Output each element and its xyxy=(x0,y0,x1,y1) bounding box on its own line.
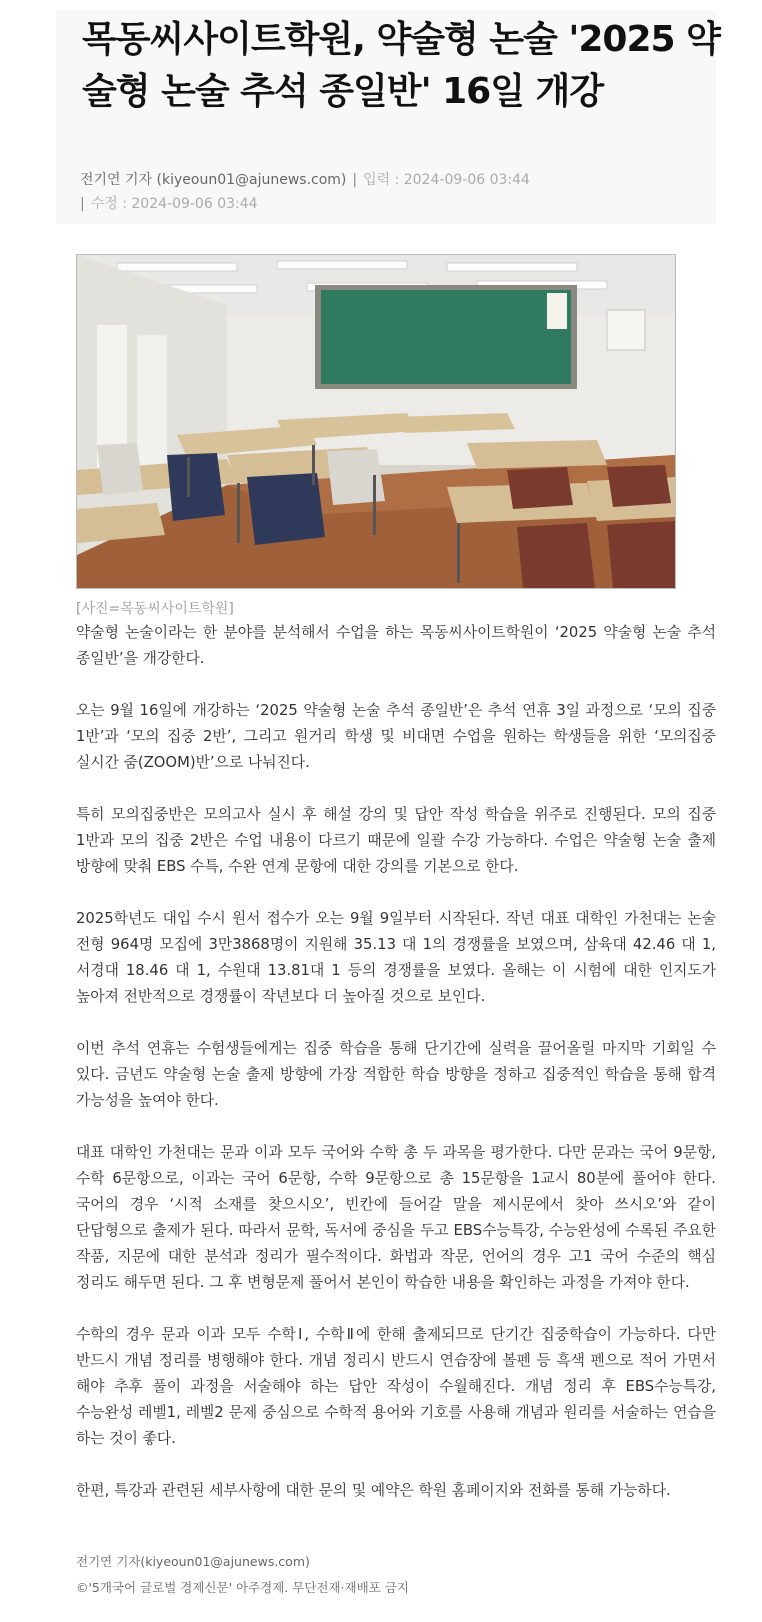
article-paragraph: 이번 추석 연휴는 수험생들에게는 집중 학습을 통해 단기간에 실력을 끌어올릴 마지막 기회일 수 있다. 금년도 약술형 논술 출제 방향에 가장 적합한 학습 방향을 정하고 집중적인 학습을 통해 합격 가능성을 높여야 한다. xyxy=(76,1040,716,1109)
modified-date: 수정 : 2024-09-06 03:44 xyxy=(90,196,258,212)
article-paragraph: 수학의 경우 문과 이과 모두 수학Ⅰ, 수학Ⅱ에 한해 출제되므로 단기간 집중학습이 가능하다. 다만 반드시 개념 정리를 병행해야 한다. 개념 정리시 반드시 연습장에 볼펜 등 흑색 펜으로 적어 가면서 해야 추후 풀이 과정을 서술해야 하는 답안 작성이 수월해진다. 개념 정리 후 EBS수능특강, 수능완성 레벨1, 레벨2 문제 중심으로 수학적 용어와 기호를 사용해 개념과 원리를 서술하는 연습을 하는 것이 좋다. xyxy=(76,1326,716,1447)
photo-caption: [사진=목동씨사이트학원] xyxy=(76,601,234,617)
article-paragraph: 오는 9월 16일에 개강하는 ‘2025 약술형 논술 추석 종일반’은 추석 연휴 3일 과정으로 ‘모의 집중 1반’과 ‘모의 집중 2반’, 그리고 원거리 학생 및 비대면 수업을 원하는 학생들을 위한 ‘모의집중 실시간 줌(ZOOM)반’으로 나눠진다. xyxy=(76,702,716,771)
classroom-photo-illustration xyxy=(77,255,675,588)
article-byline xyxy=(80,168,700,216)
article-headline: 목동씨사이트학원, 약술형 논술 '2025 약술형 논술 추석 종일반' 16일 개강 xyxy=(82,19,720,112)
article-paragraph: 약술형 논술이라는 한 분야를 분석해서 수업을 하는 목동씨사이트학원이 ‘2025 약술형 논술 추석 종일반’을 개강한다. xyxy=(76,624,716,667)
footer-copyright: ©'5개국어 글로벌 경제신문' 아주경제. 무단전재·재배포 금지 xyxy=(76,1580,409,1595)
article-paragraph: 한편, 특강과 관련된 세부사항에 대한 문의 및 예약은 학원 홈페이지와 전화를 통해 가능하다. xyxy=(76,1482,671,1499)
article-paragraph: 대표 대학인 가천대는 문과 이과 모두 국어와 수학 총 두 과목을 평가한다. 다만 문과는 국어 9문항, 수학 6문항으로, 이과는 국어 6문항, 수학 9문항으로 총 15문항을 1교시 80분에 풀어야 한다. 국어의 경우 ‘시적 소재를 찾으시오’, 빈칸에 들어갈 말을 제시문에서 찾아 쓰시오’와 같이 단답형으로 출제가 된다. 따라서 문학, 독서에 중심을 두고 EBS수능특강, 수능완성에 수록된 주요한 작품, 지문에 대한 분석과 정리가 필수적이다. 화법과 작문, 언어의 경우 고1 국어 수준의 핵심 정리도 해두면 된다. 그 후 변형문제 풀어서 본인이 학습한 내용을 확인하는 과정을 가져야 한다. xyxy=(76,1144,716,1291)
byline-separator: | xyxy=(352,172,358,188)
article-paragraph: 2025학년도 대입 수시 원서 접수가 오는 9월 9일부터 시작된다. 작년 대표 대학인 가천대는 논술 전형 964명 모집에 3만3868명이 지원해 35.13 대 1의 경쟁률을 보였으며, 삼육대 42.46 대 1, 서경대 18.46 대 1, 수원대 13.81대 1 등의 경쟁률을 보였다. 올해는 이 시험에 대한 인지도가 높아져 전반적으로 경쟁률이 작년보다 더 높아질 것으로 보인다. xyxy=(76,910,716,1005)
classroom-photo xyxy=(76,254,676,589)
footer-author: 전기연 기자(kiyeoun01@ajunews.com) xyxy=(76,1554,310,1569)
article-paragraph: 특히 모의집중반은 모의고사 실시 후 해설 강의 및 답안 작성 학습을 위주로 진행된다. 모의 집중 1반과 모의 집중 2반은 수업 내용이 다르기 때문에 일괄 수강 가능하다. 수업은 약술형 논술 출제 방향에 맞춰 EBS 수특, 수완 연계 문항에 대한 강의를 기본으로 한다. xyxy=(76,806,716,875)
article-body xyxy=(76,620,716,1530)
byline-author: 전기연 기자 (kiyeoun01@ajunews.com) xyxy=(80,172,347,188)
published-date: 입력 : 2024-09-06 03:44 xyxy=(363,172,530,188)
byline-separator: | xyxy=(80,196,85,212)
